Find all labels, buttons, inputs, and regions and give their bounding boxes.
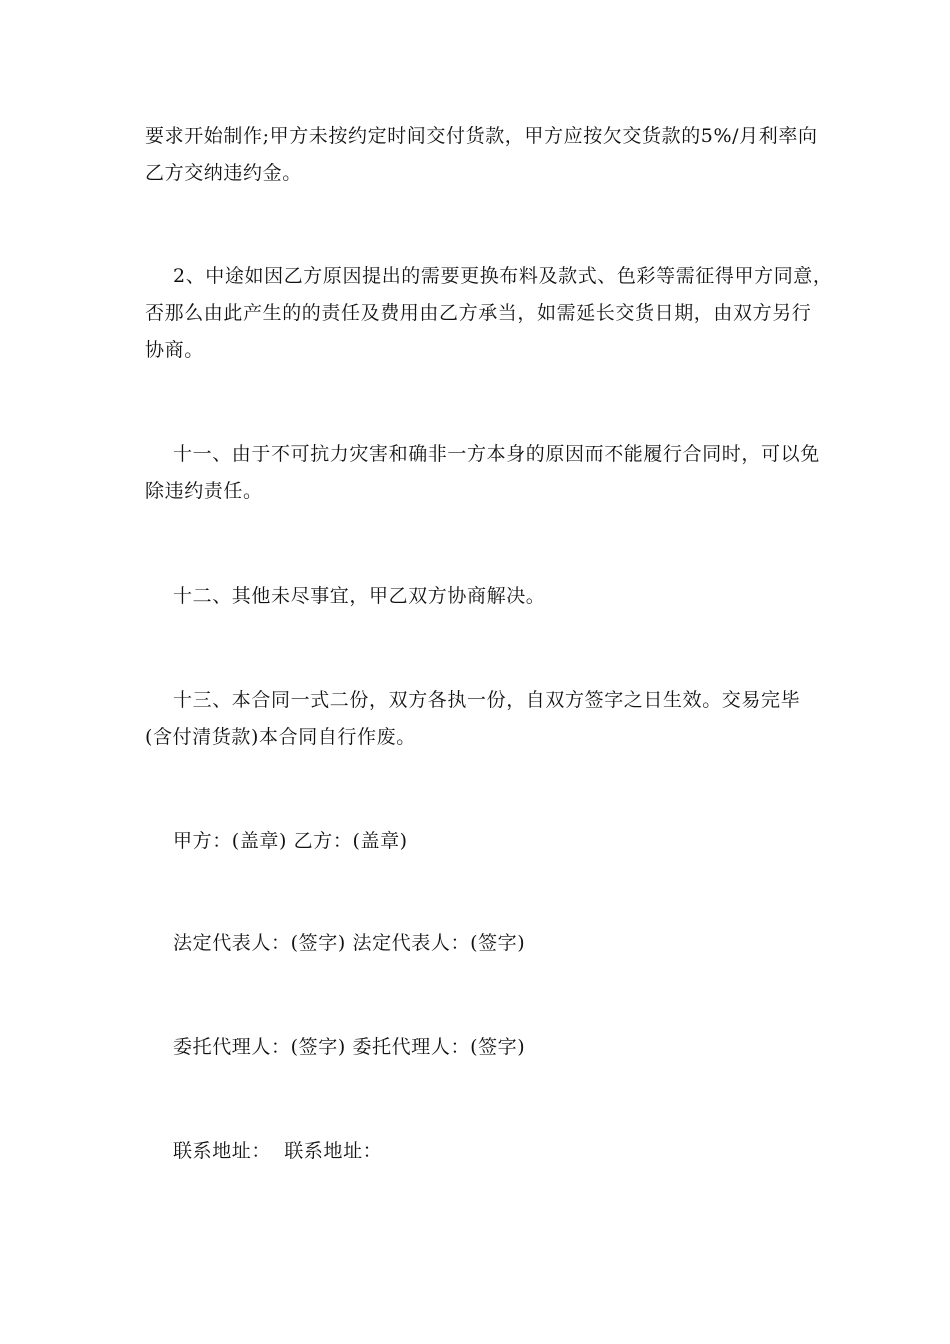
- text-line: 否那么由此产生的的责任及费用由乙方承当，如需延长交货日期，由双方另行: [145, 302, 812, 324]
- contact-address: [145, 1133, 810, 1170]
- text-line: 甲方：(盖章) 乙方：(盖章): [173, 830, 408, 852]
- paragraph-clause-13: [145, 682, 810, 756]
- text-line: (含付清货款)本合同自行作废。: [145, 726, 416, 748]
- paragraph-clause-12: [145, 578, 810, 615]
- text-line: 委托代理人：(签字) 委托代理人：(签字): [173, 1036, 526, 1058]
- text-line: 除违约责任。: [145, 480, 263, 502]
- text-line: 乙方交纳违约金。: [145, 162, 302, 184]
- text-line: 十一、由于不可抗力灾害和确非一方本身的原因而不能履行合同时，可以免: [173, 443, 820, 465]
- text-line: 协商。: [145, 339, 204, 361]
- text-line: 十三、本合同一式二份，双方各执一份，自双方签字之日生效。交易完毕: [173, 689, 801, 711]
- text-line: 要求开始制作;甲方未按约定时间交付货款，甲方应按欠交货款的5%/月利率向: [145, 125, 818, 147]
- signature-authorized-agent: [145, 1029, 810, 1066]
- paragraph-clause-11: [145, 436, 820, 510]
- signature-legal-representative: [145, 925, 810, 962]
- text-line: 法定代表人：(签字) 法定代表人：(签字): [173, 932, 526, 954]
- signature-party-seal: [145, 823, 810, 860]
- text-line: 十二、其他未尽事宜，甲乙双方协商解决。: [173, 585, 546, 607]
- text-line: 联系地址： 联系地址：: [173, 1140, 383, 1162]
- paragraph-penalty-continued: [145, 118, 818, 192]
- paragraph-clause-2: [145, 258, 833, 369]
- text-line: 2、中途如因乙方原因提出的需要更换布料及款式、色彩等需征得甲方同意，: [173, 265, 833, 287]
